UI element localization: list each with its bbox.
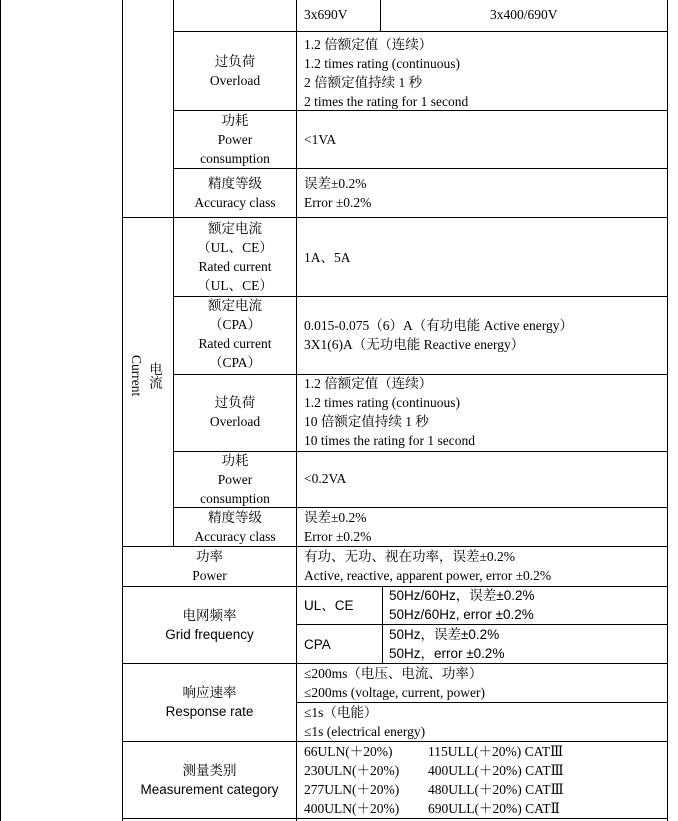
response-rate-value-1	[304, 664, 485, 702]
rated-current-ulce-label	[174, 219, 296, 295]
grid-line	[122, 818, 668, 819]
category-ull: 400ULL(＋20%) CATⅢ	[428, 763, 564, 778]
response-rate-label	[123, 683, 296, 721]
overload-value	[304, 35, 468, 111]
rated-current-ulce-value: 1A、5A	[304, 250, 351, 265]
accuracy-label	[174, 174, 296, 212]
value-line: 50Hz，误差±0.2%	[389, 627, 500, 642]
value-line: 1.2 times rating (continuous)	[304, 395, 460, 410]
category-uln: 66ULN(＋20%)	[304, 744, 393, 759]
label-en: Response rate	[165, 704, 254, 719]
value-line: ≤1s（电能）	[304, 705, 378, 720]
category-row	[304, 742, 664, 761]
category-ull: 115ULL(＋20%) CATⅢ	[428, 744, 564, 759]
label-cn: 过负荷	[214, 54, 256, 69]
rated-current-cpa-label	[174, 296, 296, 372]
label-cn: 过负荷	[214, 395, 256, 410]
value-line: ≤1s (electrical energy)	[304, 724, 426, 739]
category-row	[304, 799, 664, 818]
label-cn: 精度等级	[208, 176, 262, 191]
label-en: Accuracy class	[194, 529, 276, 544]
value-line: 误差±0.2%	[304, 510, 367, 525]
grid-line	[173, 168, 668, 169]
power-consumption-value: <1VA	[304, 132, 337, 147]
label-line: （CPA）	[208, 355, 262, 370]
category-uln: 277ULN(＋20%)	[304, 782, 400, 797]
power-consumption-value: <0.2VA	[304, 471, 347, 486]
label-en: Power	[217, 472, 253, 487]
category-ull: 480ULL(＋20%) CATⅢ	[428, 782, 564, 797]
rated-voltage-a: 3x690V	[304, 7, 348, 22]
category-uln: 230ULN(＋20%)	[304, 763, 400, 778]
value-line: Active, reactive, apparent power, error ±0.2%	[304, 568, 552, 583]
value-line: 50Hz，error ±0.2%	[389, 646, 505, 661]
value-line: 50Hz/60Hz，误差±0.2%	[389, 588, 535, 603]
grid-frequency-cpa-label: CPA	[304, 637, 331, 652]
label-cn: 功率	[196, 549, 223, 564]
grid-frequency-ulce-value	[389, 586, 534, 624]
label-en: Grid frequency	[165, 627, 254, 642]
power-label	[123, 547, 296, 585]
label-line: 额定电流	[208, 221, 262, 236]
category-row	[304, 761, 664, 780]
rated-voltage-b: 3x400/690V	[490, 7, 558, 22]
label-cn: 功耗	[221, 453, 249, 468]
grid-line	[0, 0, 1, 821]
label-line: Rated current	[198, 336, 272, 351]
value-line: 10 times the rating for 1 second	[304, 433, 475, 448]
current-group-label-cn: 电流	[147, 362, 162, 389]
current-group-label-en: Current	[129, 355, 144, 397]
value-line: 1.2 倍额定值（连续）	[304, 376, 433, 391]
category-uln: 400ULN(＋20%)	[304, 801, 400, 816]
grid-line	[667, 0, 668, 821]
accuracy-label	[174, 508, 296, 546]
overload-value	[304, 374, 475, 450]
value-line: 1.2 times rating (continuous)	[304, 56, 460, 71]
value-line: 1.2 倍额定值（连续）	[304, 37, 433, 52]
label-line: Rated current	[198, 259, 272, 274]
label-en: Power	[217, 132, 253, 147]
value-line: 有功、无功、视在功率，误差±0.2%	[304, 549, 516, 564]
value-line: 2 times the rating for 1 second	[304, 94, 469, 109]
value-line: Error ±0.2%	[304, 529, 372, 544]
value-line: 10 倍额定值持续 1 秒	[304, 414, 429, 429]
measurement-category-label	[123, 761, 296, 799]
label-cn: 功耗	[221, 113, 249, 128]
label-cn: 测量类别	[182, 763, 237, 778]
label-en: Measurement category	[140, 782, 279, 797]
value-line: 2 倍额定值持续 1 秒	[304, 75, 423, 90]
grid-line	[122, 217, 668, 218]
label-en: consumption	[200, 491, 270, 506]
value-line: 误差±0.2%	[304, 176, 367, 191]
label-en: Overload	[209, 73, 261, 88]
measurement-category-values	[304, 742, 664, 818]
overload-label	[174, 393, 296, 431]
accuracy-value	[304, 508, 371, 546]
label-cn: 响应速率	[182, 685, 237, 700]
power-consumption-label	[174, 111, 296, 168]
value-line: ≤200ms（电压、电流、功率）	[304, 666, 483, 681]
accuracy-value	[304, 174, 371, 212]
value-line: ≤200ms (voltage, current, power)	[304, 685, 485, 700]
overload-label	[174, 52, 296, 90]
value-line: 50Hz/60Hz, error ±0.2%	[389, 607, 534, 622]
grid-frequency-label	[123, 606, 296, 644]
label-line: （CPA）	[208, 317, 262, 332]
category-ull: 690ULL(＋20%) CATⅡ	[428, 801, 560, 816]
label-en: Accuracy class	[194, 195, 276, 210]
label-line: 额定电流	[208, 298, 262, 313]
rated-current-cpa-value	[304, 316, 573, 354]
grid-line	[173, 31, 668, 32]
value-line: Error ±0.2%	[304, 195, 372, 210]
grid-frequency-cpa-value	[389, 625, 504, 663]
label-en: Power	[192, 568, 227, 583]
grid-line	[296, 0, 297, 821]
label-line: （UL、CE）	[197, 278, 273, 293]
value-line: 0.015-0.075（6）A（有功电能 Active energy）	[304, 318, 573, 333]
grid-frequency-ulce-label: UL、CE	[304, 598, 354, 613]
label-en: consumption	[200, 151, 270, 166]
response-rate-value-2	[304, 703, 425, 741]
label-cn: 电网频率	[182, 608, 237, 623]
label-en: Overload	[209, 414, 261, 429]
power-consumption-label	[174, 451, 296, 508]
power-value	[304, 547, 551, 585]
grid-line	[380, 0, 381, 31]
label-line: （UL、CE）	[197, 240, 273, 255]
category-row	[304, 780, 664, 799]
label-cn: 精度等级	[208, 510, 262, 525]
value-line: 3X1(6)A（无功电能 Reactive energy）	[304, 337, 525, 352]
